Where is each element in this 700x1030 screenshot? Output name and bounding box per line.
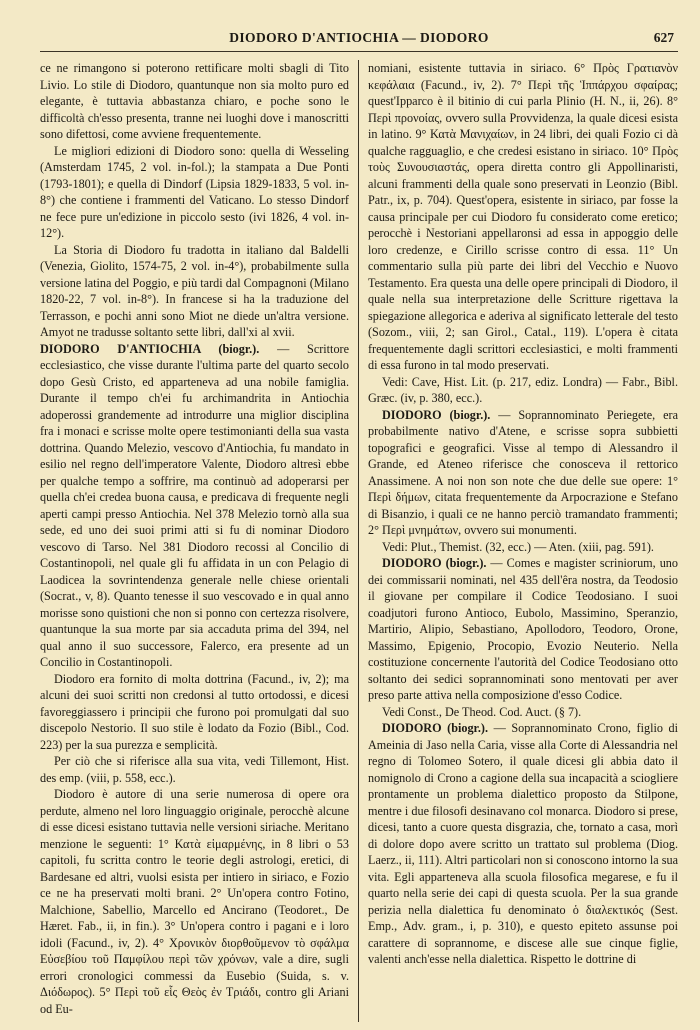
paragraph [368,60,678,374]
paragraph-text: La Storia di Diodoro fu tradotta in italiano dal Baldelli (Venezia, Giolito, 1574-75, 2 vol. in-4°), probabilmente sulla versione latina del Poggio, e più tardi dal Compagnoni (Milano 1820-22, 7 vol. in-8°). In francese si ha la traduzione del Terrasson, e pochi anni sono Miot ne diede un'altra versione. Amyot ne tradusse soltanto sette libri, dall'xi al xvii. [40,242,349,339]
text-columns [40,60,678,1022]
paragraph [368,374,678,407]
paragraph [40,242,349,341]
paragraph-text: nomiani, esistente tuttavia in siriaco. 6° Πρὸς Γρατιανὸν κεφάλαια (Facund., iv, 2). 7° Περὶ τῆς Ἱππάρχου σφαίρας; quest'Ipparco è il bitinio di cui parla Plinio (H. N., ii, 26). 8° Περὶ προνοίας, ovvero sulla Provvidenza, la quale dicesi esista in latino. 9° Κατὰ Μανιχαίων, in 24 libri, dei quali Fozio ci dà qualche ragguaglio, e che credesi esistano in siriaco. 10° Πρὸς τοὺς Συνουσιαστάς, opera diretta contro gli Appollinaristi, alcuni frammenti della quale sono preservati in Leonzio (Bibl. Patr., ix, p. 704). Quest'opera, esistente in siriaco, par fosse la causa principale per cui Diodoro fu considerato come eretico; perocchè i Nestoriani appellaronsi ad essa in appoggio delle loro credenze, e Cirillo scrisse contro di essa. 11° Un commentario sulla più parte dei libri del Vecchio e Nuovo Testamento. Era questa una delle opere principali di Diodoro, il quale nella sua interpretazione delle Scritture rigettava la spiegazione allegorica e aderiva al significato letterale del testo (Sozom., viii, 2; san Girol., Catal., 119). L'opera è citata frequentemente dagli scrittori ecclesiastici, e molti frammenti di essa furono in tal modo preservati. [368,61,678,372]
paragraph [40,341,349,671]
paragraph-text: — Scrittore ecclesiastico, che visse durante l'ultima parte del quarto secolo dopo Gesù Cristo, ed apparteneva ad una nobile famiglia. Durante il tempo ch'ei fu archimandrita in Antiochia adoperossi grandemente ad introdurre una miglior disciplina fra i monaci e scrisse molte opere testimonianti della sua vasta dottrina. Quando Melezio, vescovo d'Antiochia, fu mandato in esilio nel regno dell'imperatore Valente, Diodoro altresì ebbe per qualche tempo a soffrire, ma continuò ad adoperarsi per quella ch'ei credea buona causa, e predicava di frequente negli aperti campi presso Antiochia. Nel 378 Melezio tornò alla sua sede, ed uno dei suoi primi atti si fu di nominar Diodoro vescovo di Tarso. Nel 381 Diodoro recossi al Concilio di Costantinopoli, nel quale gli fu affidata in un con Pelagio di Laodicea la sovrintendenza generale nelle chiese orientali (Socrat., v, 8). Quanto tenesse il suo vescovado e in qual anno morisse sono quistioni che non si ponno con certezza risolvere, quantunque la sua morte par sia accaduta prima del 394, nel qual anno il suo successore, Falerco, era presente ad un Concilio in Costantinopoli. [40,341,350,669]
paragraph [40,143,349,242]
paragraph-text: — Soprannominato Periegete, era probabilmente nativo d'Atene, e scrisse sopra subbietti topografici e geografici. Visse al tempo di Alessandro il Grande, ed Ateneo riferisce che conosceva il rettorico Anassimene. A noi non son note che due delle sue opere: 1° Περὶ δήμων, citata frequentemente da Arpocrazione e Stefano di Bisanzio, i quali ce ne hanno perciò tramandato frammenti; 2° Περὶ μνημάτων, ovvero sui monumenti. [368,407,678,537]
paragraph [368,407,678,539]
paragraph [368,704,678,721]
paragraph-text: Vedi: Plut., Themist. (32, ecc.) — Aten. (xiii, pag. 591). [382,539,654,554]
paragraph [40,753,349,786]
right-column [359,60,678,1022]
running-title: DIODORO D'ANTIOCHIA — DIODORO [229,30,489,45]
paragraph [40,786,349,1017]
paragraph [368,555,678,704]
paragraph-text: — Soprannominato Crono, figlio di Ameinia di Jaso nella Caria, visse alla Corte di Alessandria nel regno di Tolomeo Sotero, il quale dicesi gli abbia dato il nomignolo di Crono a cagione della sua incapacità a sciogliere prontamente un problema dialettico proposto da Stilpone, mentre i due filosofi desinavano col monarca. Diodoro si prese, dicesi, tanto a cuore questa disgrazia, che, tornato a casa, morì di dolore dopo avere scritto un trattato sul problema (Diog. Laerz., ii, 111). Altri particolari non si conoscono intorno la sua vita. Egli apparteneva alla scuola filosofica megarese, e fu il quarto nella serie dei capi di questa scuola. Per la sua grande perizia nella dialettica fu denominato ὁ διαλεκτικός (Sest. Emp., Adv. gram., i, p. 310), e questo epiteto assunse poi carattere di soprannome, e discese alle sue cinque figlie, valenti anch'esse nella dialettica. Rispetto le dottrine di [368,721,678,966]
paragraph-text: Vedi Const., De Theod. Cod. Auct. (§ 7). [382,704,582,719]
paragraph [40,60,349,143]
header-rule [40,51,678,52]
page-header [40,30,678,50]
paragraph [40,671,349,754]
entry-heading: DIODORO (biogr.). [382,721,489,735]
paragraph-text: ce ne rimangono si poterono rettificare molti sbagli di Tito Livio. Lo stile di Diodoro, quantunque non sia molto puro ed elegante, è tuttavia abbastanza chiaro, e poche sono le difficoltà ch'esso presenta, tranne nei luoghi dove i manoscritti sono difettosi, come avviene frequentemente. [40,61,349,141]
left-column [40,60,359,1022]
entry-heading: DIODORO (biogr.). [382,407,491,422]
paragraph-text: Diodoro era fornito di molta dottrina (Facund., iv, 2); ma alcuni dei suoi scritti non credonsi al tutto ortodossi, e dicesi favoreggiassero i principii che furono poi promulgati dal suo discepolo Nestorio. Il suo stile è lodato da Fozio (Bibl., Cod. 223) per la sua purezza e semplicità. [40,671,349,752]
paragraph-text: Vedi: Cave, Hist. Lit. (p. 217, ediz. Londra) — Fabr., Bibl. Græc. (iv, p. 380, ecc.). [368,374,678,405]
paragraph [368,539,678,556]
paragraph-text: Le migliori edizioni di Diodoro sono: quella di Wesseling (Amsterdam 1745, 2 vol. in-fol.); la stampata a Due Ponti (1793-1801); e quella di Dindorf (Lipsia 1829-1833, 5 vol. in-8°) che contiene i frammenti del Vaticano. Lo stesso Dindorf ne fece pure un'edizione in piccolo sesto (ivi 1826, 4 vol. in-12°). [40,143,349,240]
page-number: 627 [653,30,674,45]
entry-heading: DIODORO (biogr.). [382,556,487,570]
paragraph-text: Diodoro è autore di una serie numerosa di opere ora perdute, almeno nel loro linguaggio originale, perocchè alcune di esse dicesi esistano tuttavia nelle versioni siriache. Meritano menzione le seguenti: 1° Κατὰ εἱμαρμένης, in 8 libri o 53 capitoli, fu scritta contro le teorie degli astrologi, eretici, di Bardesane ed altri, vuolsi esista per intiero in siriaco, e Fozio ce ne ha preservati molti brani. 2° Un'opera contro Fotino, Malchione, Sabellio, Marcello ed Ancirano (Teodoret., De Hæret. Fab., ii, in fin.). 3° Un'opera contro i pagani e i loro idoli (Facund., iv, 2). 4° Χρονικὸν διορθοῦμενον τὸ σφάλμα Εὐσεβίου τοῦ Παμφίλου περὶ τῶν χρόνων, vale a dire, sugli errori cronologici commessi da Eusebio (Suida, s. v. Διόδωρος). 5° Περὶ τοῦ εἷς Θεὸς ἐν Τριάδι, contro gli Ariani od Eu- [40,787,349,1016]
paragraph-text: Per ciò che si riferisce alla sua vita, vedi Tillemont, Hist. des emp. (viii, p. 558, ecc.). [40,754,349,785]
paragraph-text: — Comes e magister scriniorum, uno dei commissarii nominati, nel 435 dell'êra nostra, da Teodosio il giovane per compilare il Codice Teodosiano. I suoi coadjutori furono Antioco, Eubolo, Massimino, Speranzio, Martirio, Alipio, Sebastiano, Apollodoro, Teodoro, Orone, Massimo, Epigenio, Procopio, Evozio Neuterio. Nella costituzione concernente l'autorità del Codice Teodosiano otto soltanto dei sedici soprannominati sono mentovati per aver preso parte attiva nella composizione d'esso Codice. [368,556,678,702]
entry-heading: DIODORO D'ANTIOCHIA (biogr.). [40,341,260,356]
paragraph [368,720,678,968]
